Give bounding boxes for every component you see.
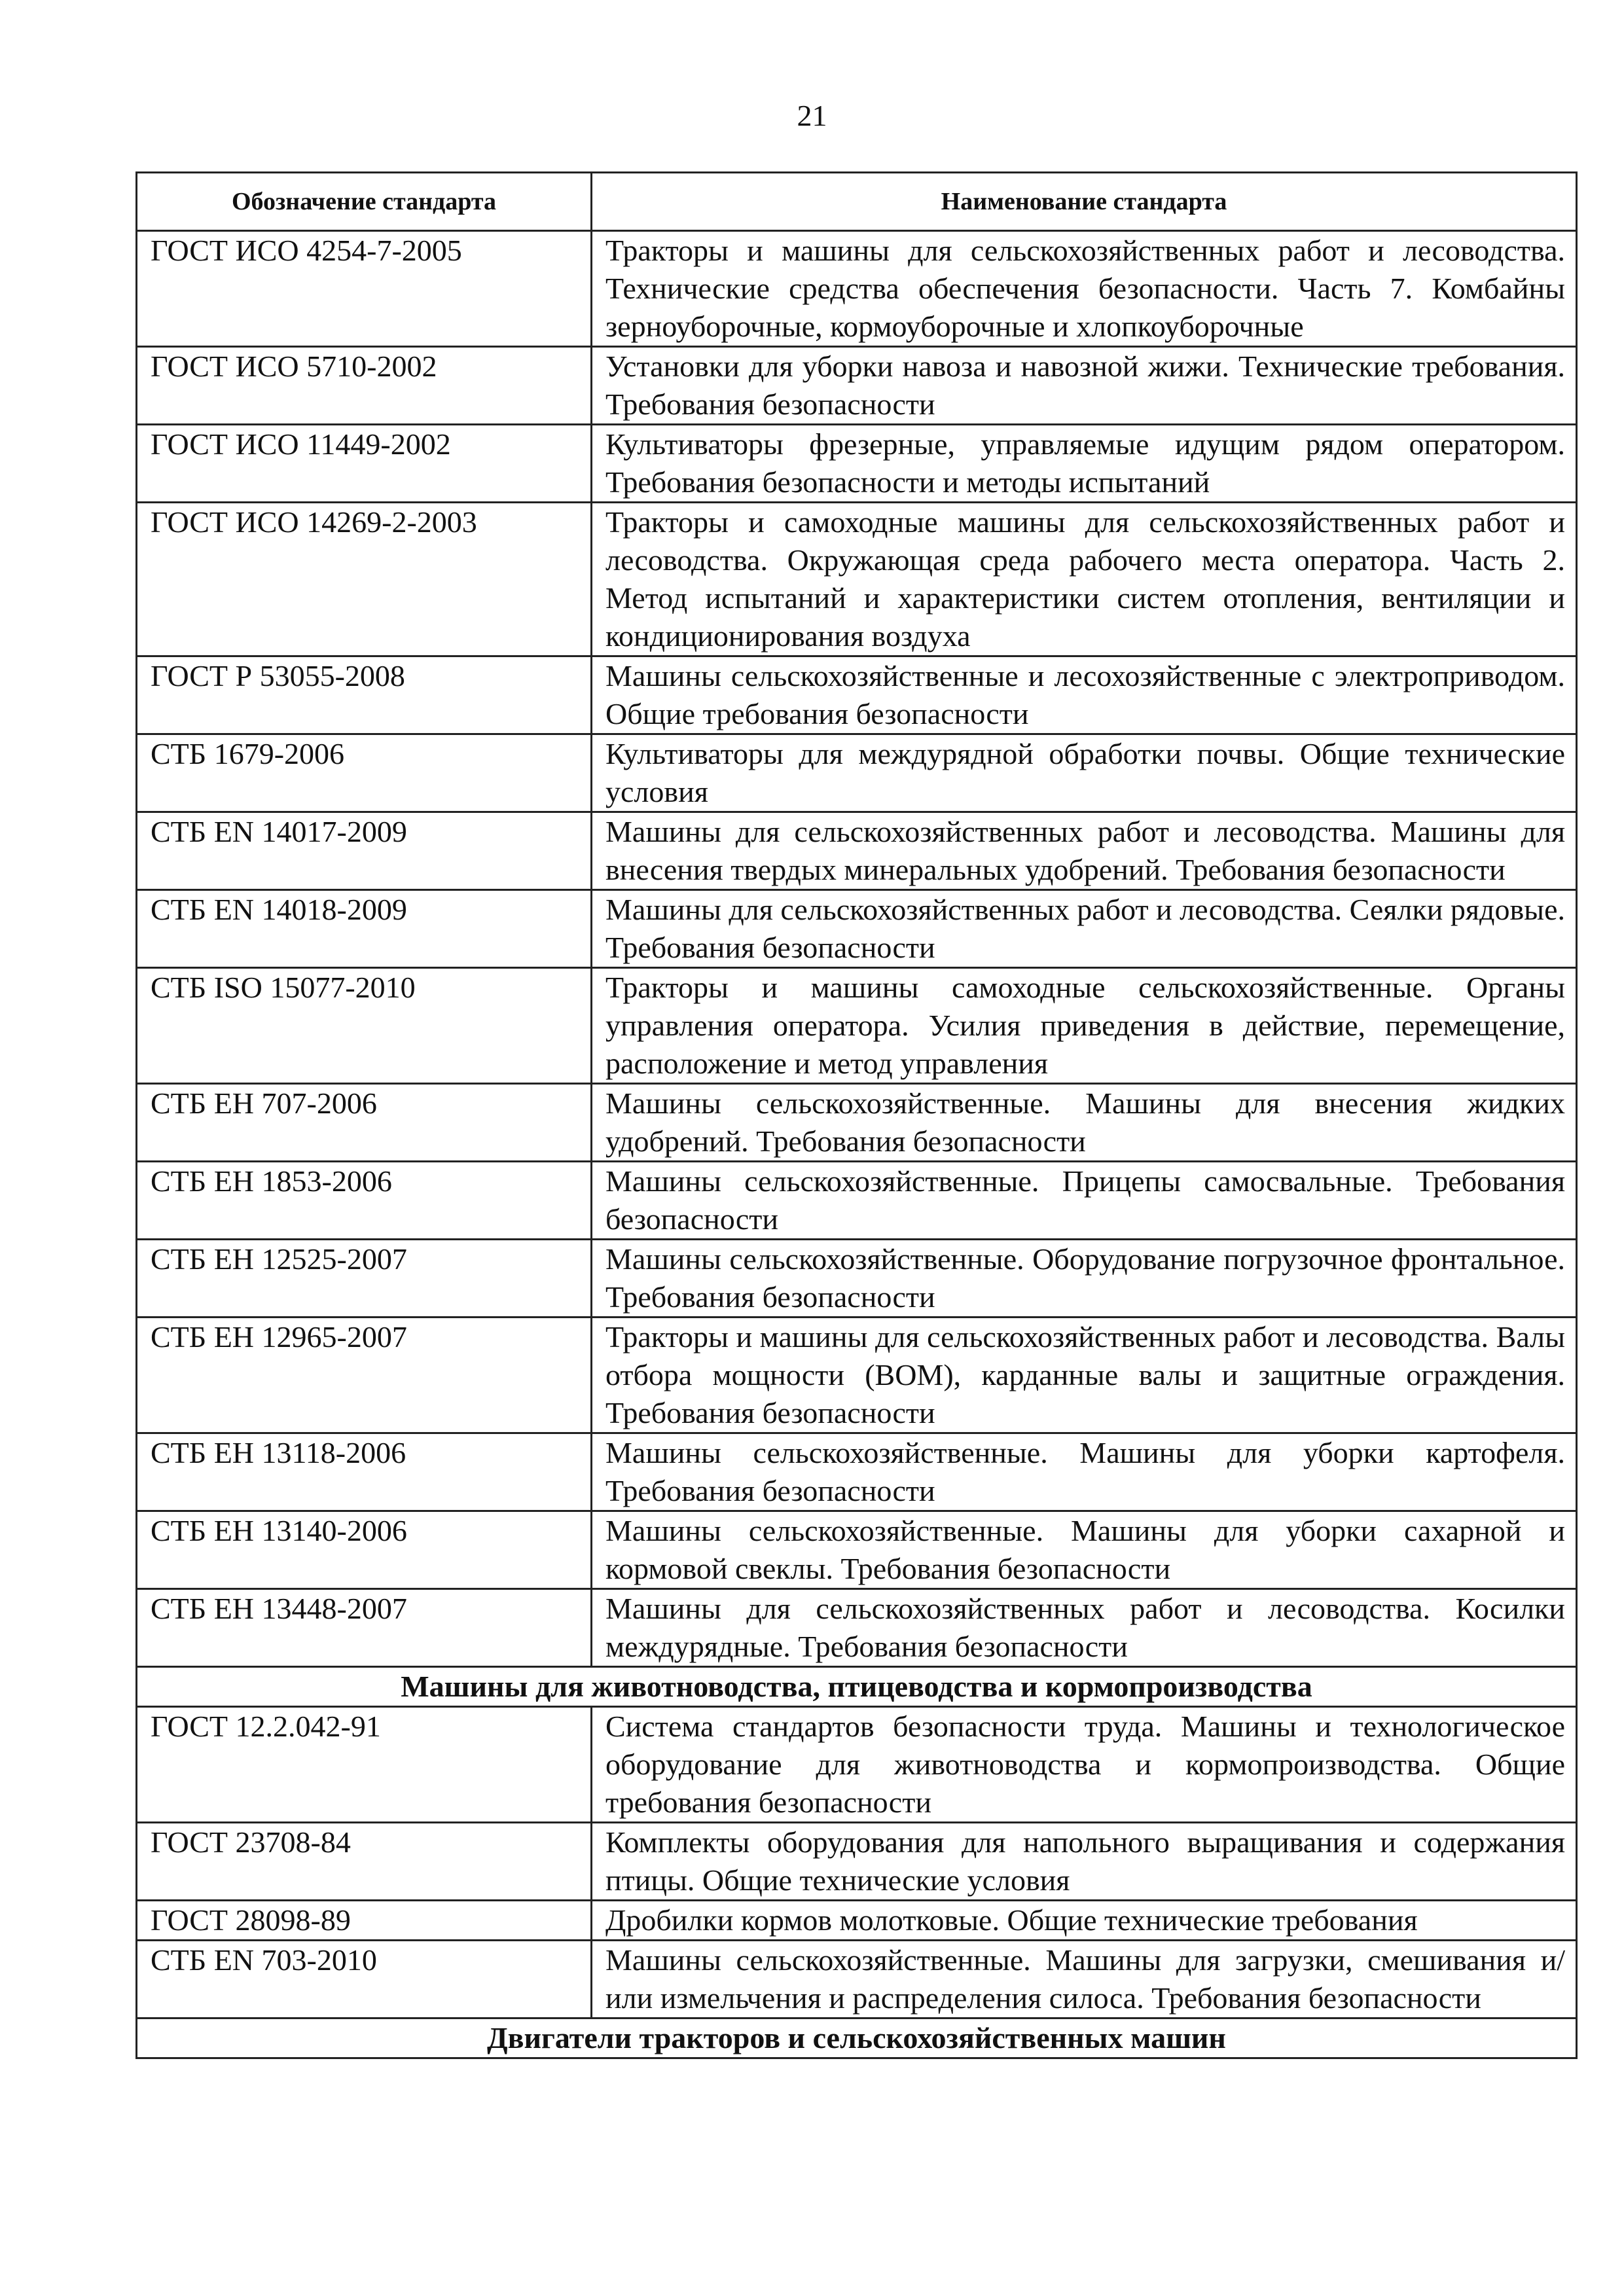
header-name: Наименование стандарта [592, 173, 1577, 231]
standard-name: Тракторы и машины для сельскохозяйственных работ и лесоводства. Технические средства обеспечения безопасности. Часть 7. Комбайны зерноуборочные, кормоуборочные и хлопкоуборочные [592, 231, 1577, 347]
standard-code: ГОСТ 23708-84 [137, 1823, 592, 1901]
standard-code: ГОСТ ИСО 14269-2-2003 [137, 503, 592, 656]
standard-name: Культиваторы фрезерные, управляемые идущим рядом оператором. Требования безопасности и методы испытаний [592, 425, 1577, 503]
table-row [137, 1823, 1577, 1901]
standard-name: Машины сельскохозяйственные. Машины для внесения жидких удобрений. Требования безопасности [592, 1084, 1577, 1162]
standard-name: Комплекты оборудования для напольного выращивания и содержания птицы. Общие технические условия [592, 1823, 1577, 1901]
standard-code: СТБ ЕН 13448-2007 [137, 1589, 592, 1667]
standard-code: СТБ EN 14018-2009 [137, 890, 592, 968]
standard-code: ГОСТ 12.2.042-91 [137, 1707, 592, 1823]
standard-name: Машины сельскохозяйственные. Оборудование погрузочное фронтальное. Требования безопасности [592, 1240, 1577, 1318]
table-row [137, 1707, 1577, 1823]
standard-name: Машины сельскохозяйственные и лесохозяйственные с электроприводом. Общие требования безопасности [592, 656, 1577, 734]
table-row [137, 890, 1577, 968]
standard-code: СТБ 1679-2006 [137, 734, 592, 812]
table-header-row [137, 173, 1577, 231]
standard-code: ГОСТ ИСО 4254-7-2005 [137, 231, 592, 347]
section-header-row [137, 2018, 1577, 2058]
standard-name: Машины для сельскохозяйственных работ и лесоводства. Машины для внесения твердых минеральных удобрений. Требования безопасности [592, 812, 1577, 890]
table-row [137, 1162, 1577, 1240]
table-row [137, 1941, 1577, 2018]
section-heading: Машины для животноводства, птицеводства и кормопроизводства [137, 1667, 1577, 1707]
table-row [137, 1433, 1577, 1511]
standard-name: Система стандартов безопасности труда. Машины и технологическое оборудование для животноводства и кормопроизводства. Общие требования безопасности [592, 1707, 1577, 1823]
table-row [137, 1901, 1577, 1941]
standard-name: Машины сельскохозяйственные. Прицепы самосвальные. Требования безопасности [592, 1162, 1577, 1240]
table-row [137, 734, 1577, 812]
section-header-row [137, 1667, 1577, 1707]
table-row [137, 1318, 1577, 1433]
standard-name: Машины для сельскохозяйственных работ и лесоводства. Сеялки рядовые. Требования безопасности [592, 890, 1577, 968]
standard-name: Машины сельскохозяйственные. Машины для загрузки, смешивания и/или измельчения и распределения силоса. Требования безопасности [592, 1941, 1577, 2018]
table-row [137, 1240, 1577, 1318]
table-row [137, 1084, 1577, 1162]
standard-code: СТБ ЕН 707-2006 [137, 1084, 592, 1162]
standard-name: Установки для уборки навоза и навозной жижи. Технические требования. Требования безопасности [592, 347, 1577, 425]
table-row [137, 347, 1577, 425]
standard-name: Машины для сельскохозяйственных работ и лесоводства. Косилки междурядные. Требования безопасности [592, 1589, 1577, 1667]
table-row [137, 656, 1577, 734]
standard-name: Культиваторы для междурядной обработки почвы. Общие технические условия [592, 734, 1577, 812]
table-row [137, 231, 1577, 347]
table-row [137, 503, 1577, 656]
standard-name: Тракторы и машины для сельскохозяйственных работ и лесоводства. Валы отбора мощности (ВОМ), карданные валы и защитные ограждения. Требования безопасности [592, 1318, 1577, 1433]
page-number: 21 [797, 99, 827, 132]
standard-code: ГОСТ ИСО 11449-2002 [137, 425, 592, 503]
standard-code: СТБ ЕН 1853-2006 [137, 1162, 592, 1240]
standards-table [135, 171, 1578, 2059]
standard-code: СТБ EN 703-2010 [137, 1941, 592, 2018]
section-heading: Двигатели тракторов и сельскохозяйственных машин [137, 2018, 1577, 2058]
standard-name: Тракторы и машины самоходные сельскохозяйственные. Органы управления оператора. Усилия приведения в действие, перемещение, расположение и метод управления [592, 968, 1577, 1084]
table-row [137, 425, 1577, 503]
header-code: Обозначение стандарта [137, 173, 592, 231]
standard-name: Машины сельскохозяйственные. Машины для уборки картофеля. Требования безопасности [592, 1433, 1577, 1511]
standard-code: СТБ ЕН 12525-2007 [137, 1240, 592, 1318]
table-row [137, 812, 1577, 890]
standard-code: СТБ EN 14017-2009 [137, 812, 592, 890]
table-row [137, 1511, 1577, 1589]
standard-code: ГОСТ ИСО 5710-2002 [137, 347, 592, 425]
standard-name: Машины сельскохозяйственные. Машины для уборки сахарной и кормовой свеклы. Требования безопасности [592, 1511, 1577, 1589]
standard-code: СТБ ЕН 13140-2006 [137, 1511, 592, 1589]
table-row [137, 1589, 1577, 1667]
standard-code: СТБ ISO 15077-2010 [137, 968, 592, 1084]
standard-code: СТБ ЕН 13118-2006 [137, 1433, 592, 1511]
standard-code: СТБ ЕН 12965-2007 [137, 1318, 592, 1433]
standard-name: Дробилки кормов молотковые. Общие технические требования [592, 1901, 1577, 1941]
table-row [137, 968, 1577, 1084]
standard-code: ГОСТ Р 53055-2008 [137, 656, 592, 734]
standard-code: ГОСТ 28098-89 [137, 1901, 592, 1941]
standard-name: Тракторы и самоходные машины для сельскохозяйственных работ и лесоводства. Окружающая среда рабочего места оператора. Часть 2. Метод испытаний и характеристики систем отопления, вентиляции и кондиционирования воздуха [592, 503, 1577, 656]
